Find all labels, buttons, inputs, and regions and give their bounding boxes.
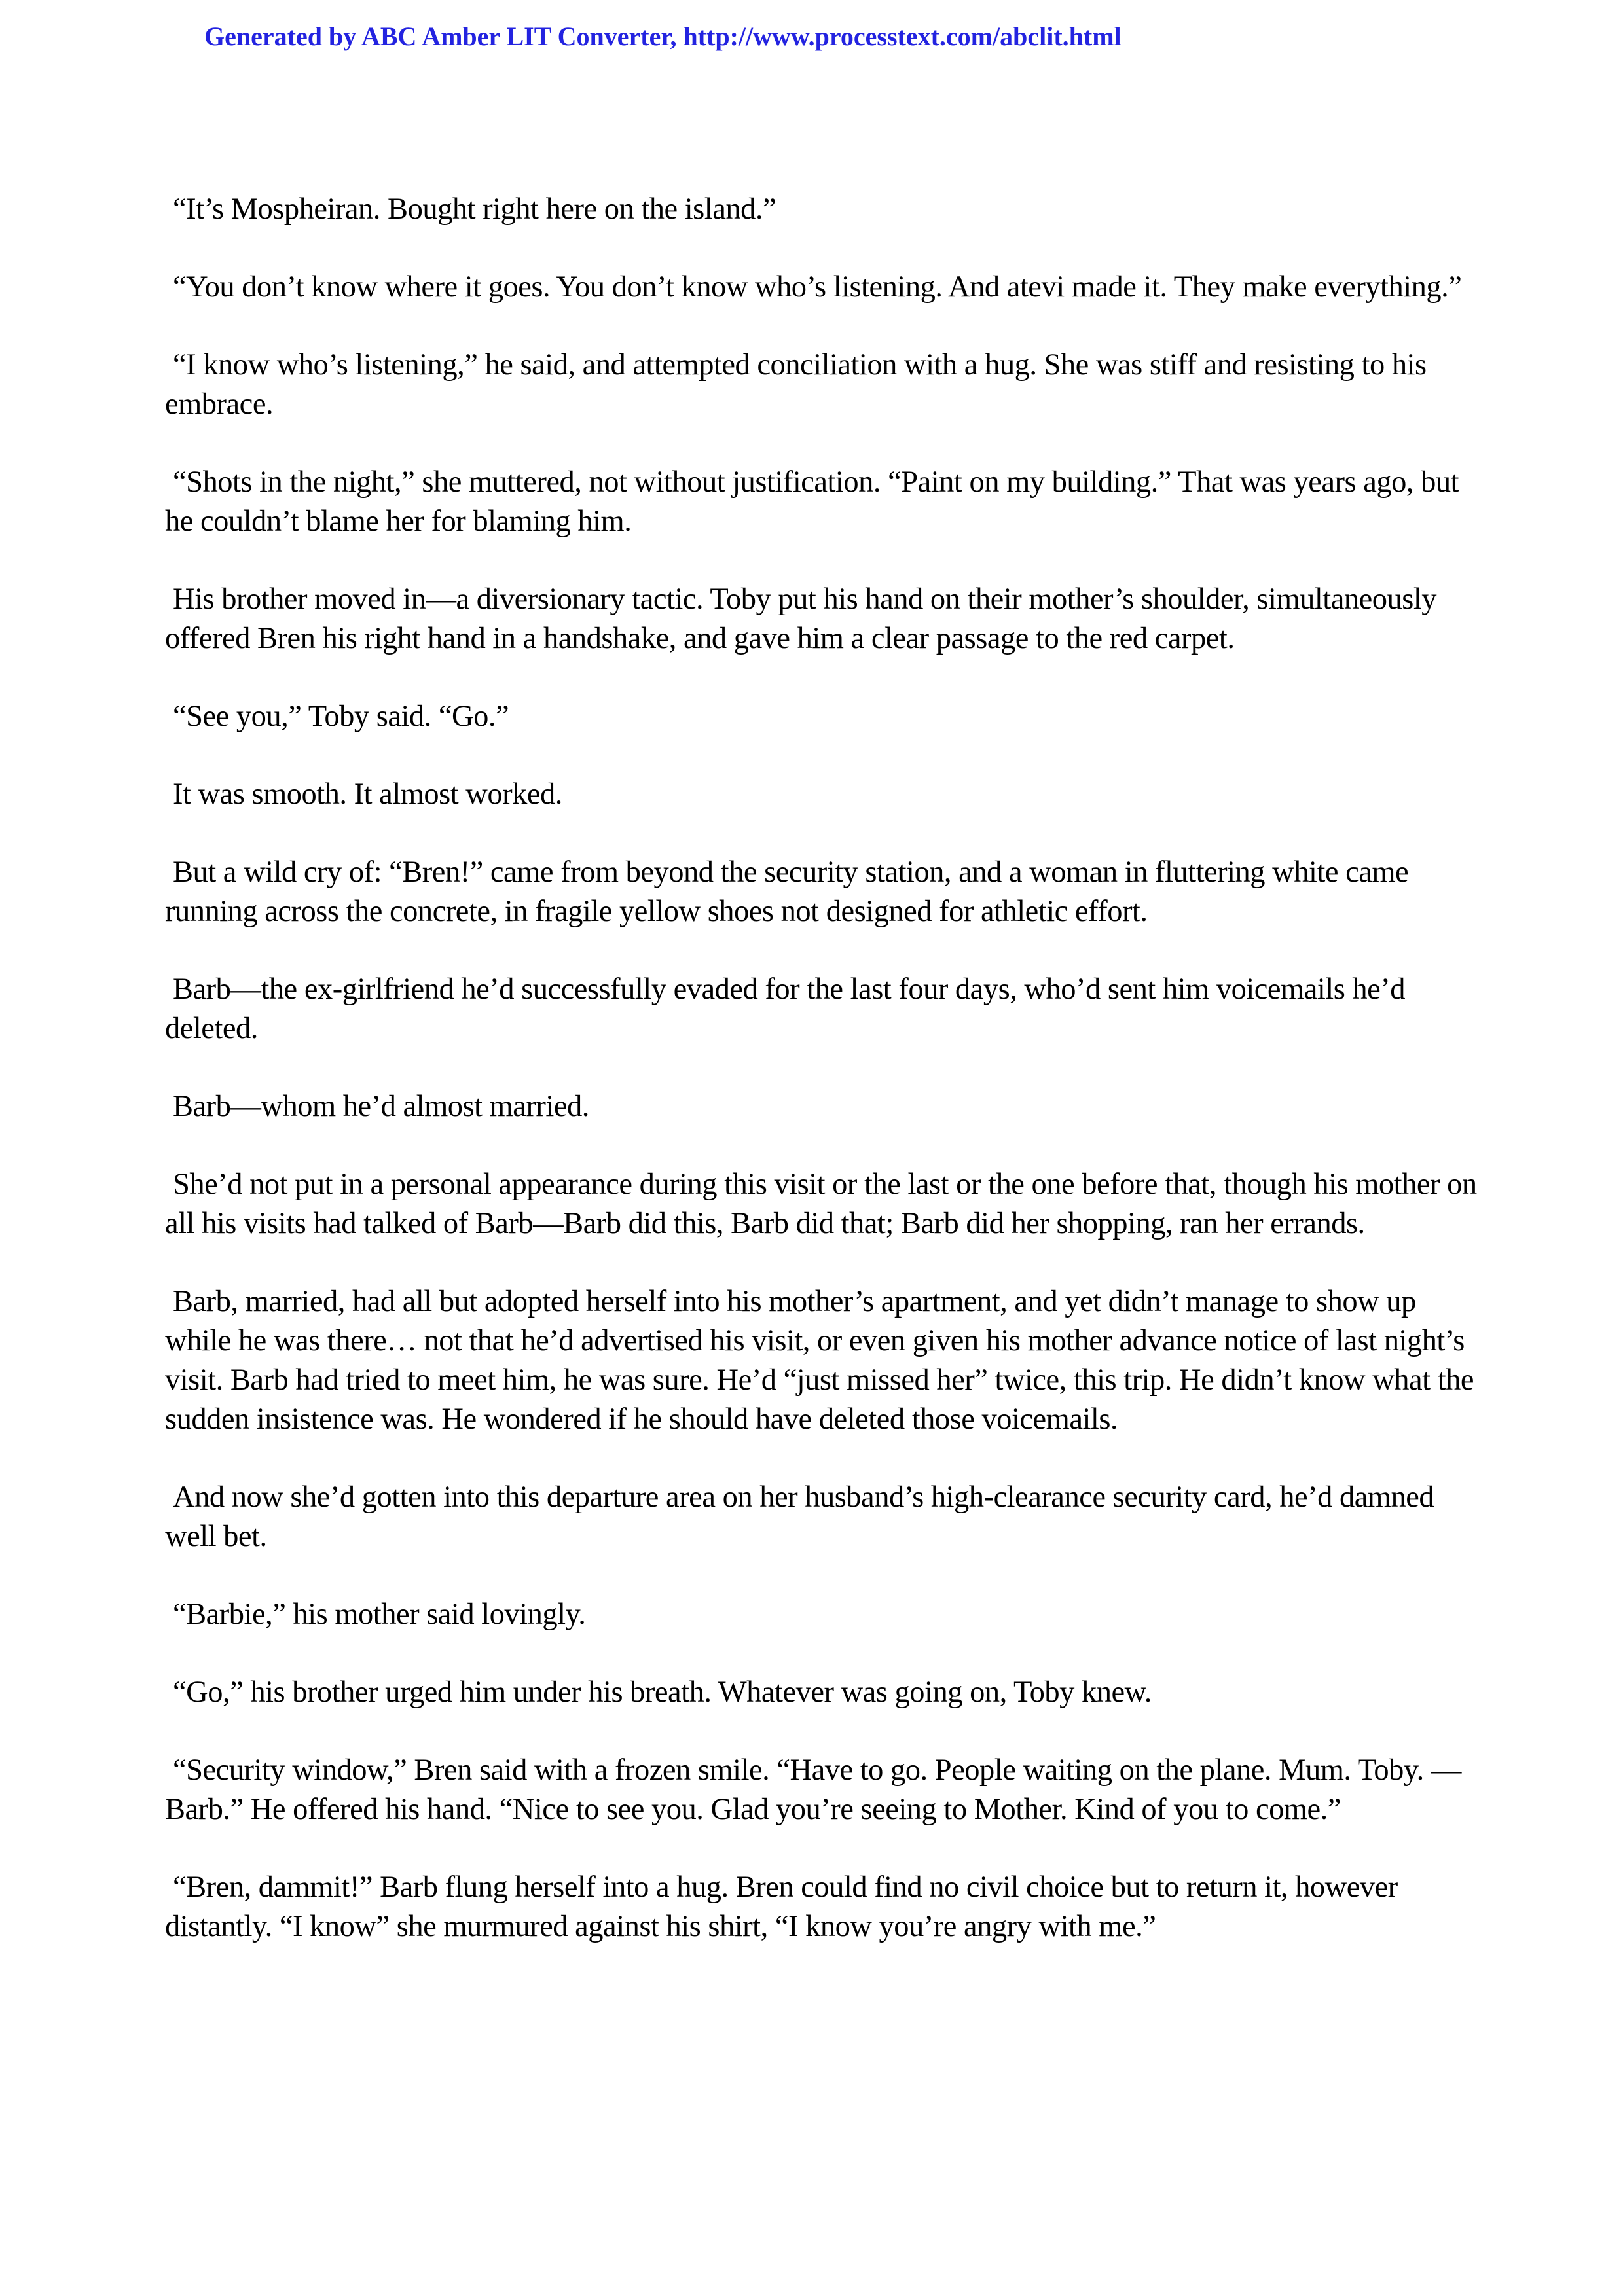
paragraph: She’d not put in a personal appearance during this visit or the last or the one before that, though his mother on all his visits had talked of Barb—Barb did this, Barb did that; Barb did her shopping, ran her errands. [165, 1168, 1477, 1240]
paragraph: It was smooth. It almost worked. [173, 778, 562, 811]
paragraph: And now she’d gotten into this departure area on her husband’s high-clearance security card, he’d damned well bet. [165, 1480, 1434, 1553]
paragraph: “Go,” his brother urged him under his breath. Whatever was going on, Toby knew. [173, 1676, 1152, 1709]
paragraph: “I know who’s listening,” he said, and attempted conciliation with a hug. She was stiff and resisting to his embrace. [165, 348, 1427, 421]
paragraph: “Bren, dammit!” Barb flung herself into a hug. Bren could find no civil choice but to return it, however distantly. “I know” she murmured against his shirt, “I know you’re angry with me.” [165, 1871, 1398, 1943]
paragraph: Barb—whom he’d almost married. [173, 1090, 589, 1123]
paragraph: “Shots in the night,” she muttered, not without justification. “Paint on my building.” That was years ago, but he couldn’t blame her for blaming him. [165, 465, 1459, 538]
paragraph: Barb, married, had all but adopted herself into his mother’s apartment, and yet didn’t manage to show up while he was there… not that he’d advertised his visit, or even given his mother advance notice of last night’s visit. Barb had tried to meet him, he was sure. He’d “just missed her” twice, this trip. He didn’t know what the sudden insistence was. He wondered if he should have deleted those voicemails. [165, 1285, 1474, 1436]
paragraph: “You don’t know where it goes. You don’t know who’s listening. And atevi made it. They make everything.” [173, 270, 1462, 304]
paragraph: Barb—the ex-girlfriend he’d successfully evaded for the last four days, who’d sent him voicemails he’d deleted. [165, 973, 1406, 1045]
paragraph: “It’s Mospheiran. Bought right here on the island.” [173, 192, 776, 226]
paragraph: But a wild cry of: “Bren!” came from beyond the security station, and a woman in fluttering white came running across the concrete, in fragile yellow shoes not designed for athletic effort. [165, 855, 1409, 928]
converter-header: Generated by ABC Amber LIT Converter, http://www.processtext.com/abclit.html [204, 22, 1122, 51]
page-body [165, 190, 1487, 1985]
paragraph: His brother moved in—a diversionary tactic. Toby put his hand on their mother’s shoulder, simultaneously offered Bren his right hand in a handshake, and gave him a clear passage to the red carpet. [165, 583, 1436, 655]
paragraph: “See you,” Toby said. “Go.” [173, 700, 509, 733]
paragraph: “Security window,” Bren said with a frozen smile. “Have to go. People waiting on the plane. Mum. Toby. —Barb.” He offered his hand. “Nice to see you. Glad you’re seeing to Mother. Kind of you to come.” [165, 1753, 1461, 1826]
paragraph: “Barbie,” his mother said lovingly. [173, 1598, 586, 1631]
